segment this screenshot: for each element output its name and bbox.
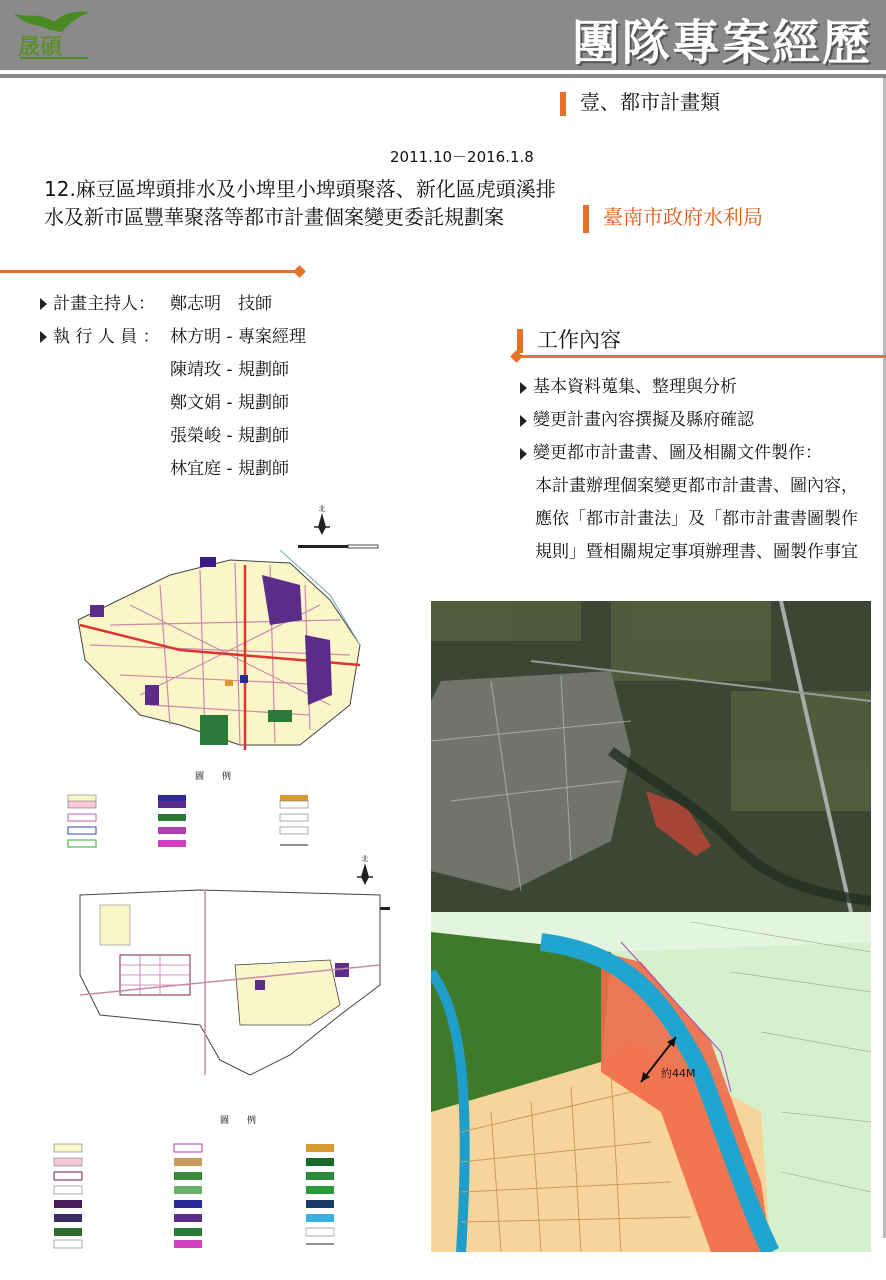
distance-label: 約44M: [661, 1067, 696, 1080]
cadastral-map: [431, 912, 871, 1252]
work-heading-label: 工作內容: [537, 328, 621, 352]
scale-bar: [298, 545, 348, 548]
zone-school: [90, 605, 104, 617]
work-description: 本計畫辦理個案變更都市計畫書、圖內容，應依「都市計畫法」及「都市計畫書圖製作規則」暨相關規定事項辦理書、圖製作事宜: [535, 476, 858, 562]
client-name: 臺南市政府水利局: [603, 205, 763, 229]
project-date: 2011.10－2016.1.8: [390, 148, 534, 166]
zone-park: [268, 710, 292, 722]
legend-swatches: [54, 1144, 334, 1248]
zone-purple: [200, 557, 216, 567]
bullet-icon: [520, 415, 527, 427]
bullet-icon: [40, 331, 47, 343]
north-label: 北: [361, 855, 369, 863]
north-arrow: [357, 863, 373, 885]
client-name-block: [583, 201, 763, 233]
work-list: [520, 371, 860, 569]
staff-member: 林宜庭 - 規劃師: [170, 459, 289, 479]
residential-zone: [235, 960, 340, 1025]
legend-title: 圖 例: [220, 1116, 257, 1125]
divider-diamond: [293, 265, 306, 278]
page-header: [0, 0, 886, 70]
north-label: 北: [318, 505, 326, 513]
zone-market: [225, 680, 233, 686]
section-heading: [560, 86, 720, 116]
residential-zone: [100, 905, 130, 945]
header-divider: [0, 74, 886, 78]
work-item: 基本資料蒐集、整理與分析: [533, 377, 737, 397]
zone-school: [145, 685, 159, 705]
zone-school: [305, 635, 332, 705]
work-heading: [517, 324, 621, 354]
north-arrow: [314, 513, 330, 535]
work-item: 變更計畫內容撰擬及縣府確認: [533, 410, 754, 430]
project-title: 12.麻豆區埤頭排水及小埤里小埤頭聚落、新化區虎頭溪排水及新市區豐華聚落等都市計畫個案變更委託規劃案: [44, 177, 556, 229]
legend-swatches: [68, 801, 308, 847]
leader-name: 鄭志明 技師: [170, 294, 272, 314]
staff-member: 鄭文娟 - 規劃師: [170, 393, 289, 413]
zone-school: [255, 980, 265, 990]
staff-member: 張榮峻 - 規劃師: [170, 426, 289, 446]
team-list: [40, 288, 306, 486]
zoning-map-1: [30, 505, 420, 805]
zoning-map-2: [40, 855, 420, 1125]
legend-1: [30, 795, 420, 855]
bullet-icon: [40, 298, 47, 310]
work-item: 變更都市計畫書、圖及相關文件製作：: [533, 443, 822, 463]
page-title: 團隊專案經歷: [571, 15, 872, 71]
bullet-icon: [520, 448, 527, 460]
staff-member: 陳靖玫 - 規劃師: [170, 360, 289, 380]
section-label: 壹、都市計畫類: [580, 90, 720, 114]
accent-bar: [517, 329, 523, 353]
orange-divider: [517, 355, 886, 358]
orange-divider: [0, 270, 298, 273]
legend-2: [50, 1140, 420, 1250]
accent-bar: [560, 92, 566, 116]
staff-label: 執 行 人 員 ：: [53, 327, 160, 347]
bullet-icon: [520, 382, 527, 394]
zone-institution: [240, 675, 248, 683]
leader-label: 計畫主持人：: [53, 294, 155, 314]
accent-bar: [583, 205, 589, 233]
scale-bar: [348, 545, 378, 548]
logo-text: 晟碩: [18, 34, 63, 60]
zone-park: [200, 715, 228, 745]
legend-title: 圖 例: [195, 772, 232, 782]
staff-member: 林方明 - 專案經理: [170, 327, 306, 347]
aerial-photo: [431, 601, 871, 912]
